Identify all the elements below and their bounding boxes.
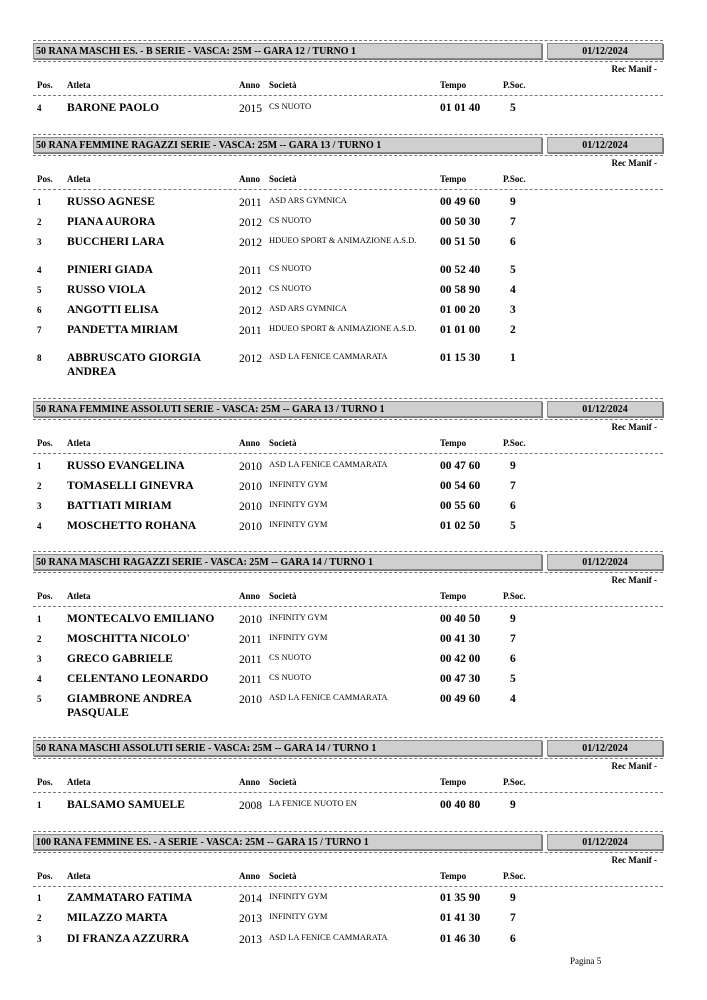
society-points: 7: [510, 216, 516, 228]
swim-time: 01 15 30: [440, 352, 481, 364]
swim-time: 00 49 60: [440, 196, 481, 208]
swim-time: 00 50 30: [440, 216, 481, 228]
divider: [33, 134, 663, 135]
record-label: Rec Manif -: [611, 422, 657, 432]
column-header-athlete: Atleta: [67, 174, 91, 184]
society-points: 5: [510, 520, 516, 532]
swim-time: 00 47 30: [440, 673, 481, 685]
athlete-name: RUSSO AGNESE: [67, 196, 155, 208]
position: 4: [37, 521, 42, 531]
swim-time: 00 41 30: [440, 633, 481, 645]
society-name: INFINITY GYM: [269, 612, 328, 622]
result-row: [33, 303, 663, 323]
column-header-points: P.Soc.: [503, 871, 526, 881]
society-points: 7: [510, 480, 516, 492]
society-name: ASD ARS GYMNICA: [269, 195, 347, 205]
record-label: Rec Manif -: [611, 761, 657, 771]
society-points: 6: [510, 653, 516, 665]
position: 2: [37, 481, 42, 491]
column-header-pos: Pos.: [37, 871, 53, 881]
divider: [33, 40, 663, 41]
event-date: 01/12/2024: [547, 740, 663, 756]
birth-year: 2011: [239, 325, 262, 337]
result-row: [33, 612, 663, 632]
column-header-society: Società: [269, 777, 297, 787]
society-points: 4: [510, 693, 516, 705]
position: 2: [37, 913, 42, 923]
event-section: [33, 831, 663, 946]
column-header-society: Società: [269, 591, 297, 601]
event-title: 50 RANA MASCHI ASSOLUTI SERIE - VASCA: 25M -- GARA 14 / TURNO 1: [33, 740, 542, 756]
society-name: ASD LA FENICE CAMMARATA: [269, 459, 388, 469]
record-label: Rec Manif -: [611, 158, 657, 168]
position: 1: [37, 197, 42, 207]
position: 3: [37, 501, 42, 511]
birth-year: 2012: [239, 237, 262, 249]
swim-time: 00 42 00: [440, 653, 481, 665]
result-row: [33, 323, 663, 343]
athlete-name: BATTIATI MIRIAM: [67, 500, 172, 512]
society-name: INFINITY GYM: [269, 519, 328, 529]
divider: [33, 189, 663, 190]
society-points: 1: [510, 352, 516, 364]
position: 5: [37, 285, 42, 295]
column-header-athlete: Atleta: [67, 438, 91, 448]
society-name: CS NUOTO: [269, 672, 312, 682]
athlete-name: PANDETTA MIRIAM: [67, 324, 179, 336]
column-header-year: Anno: [239, 174, 261, 184]
column-header-time: Tempo: [440, 438, 467, 448]
birth-year: 2011: [239, 265, 262, 277]
society-name: HDUEO SPORT & ANIMAZIONE A.S.D.: [269, 323, 417, 333]
result-row: [33, 652, 663, 672]
position: 2: [37, 634, 42, 644]
column-header-society: Società: [269, 80, 297, 90]
column-header-pos: Pos.: [37, 174, 53, 184]
birth-year: 2012: [239, 305, 262, 317]
athlete-name: ZAMMATARO FATIMA: [67, 892, 193, 904]
birth-year: 2013: [239, 913, 262, 925]
column-header-year: Anno: [239, 871, 261, 881]
column-header-time: Tempo: [440, 80, 467, 90]
column-header-pos: Pos.: [37, 438, 53, 448]
society-points: 6: [510, 236, 516, 248]
swim-time: 00 40 80: [440, 799, 481, 811]
result-row: [33, 911, 663, 931]
result-row: [33, 195, 663, 215]
event-date: 01/12/2024: [547, 43, 663, 59]
result-row: [33, 351, 663, 378]
result-row: [33, 499, 663, 519]
birth-year: 2011: [239, 634, 262, 646]
athlete-name: BUCCHERI LARA: [67, 236, 165, 248]
event-title: 50 RANA MASCHI RAGAZZI SERIE - VASCA: 25M -- GARA 14 / TURNO 1: [33, 554, 542, 570]
society-points: 3: [510, 304, 516, 316]
column-header-pos: Pos.: [37, 80, 53, 90]
column-header-athlete: Atleta: [67, 80, 91, 90]
athlete-name: MONTECALVO EMILIANO: [67, 613, 215, 625]
position: 1: [37, 893, 42, 903]
society-points: 7: [510, 633, 516, 645]
column-header-society: Società: [269, 174, 297, 184]
athlete-name: ANGOTTI ELISA: [67, 304, 159, 316]
position: 1: [37, 800, 42, 810]
column-header-athlete: Atleta: [67, 871, 91, 881]
swim-time: 01 41 30: [440, 912, 481, 924]
position: 4: [37, 265, 42, 275]
swim-time: 00 40 50: [440, 613, 481, 625]
swim-time: 00 55 60: [440, 500, 481, 512]
result-row: [33, 283, 663, 303]
divider: [33, 155, 663, 156]
column-header-points: P.Soc.: [503, 777, 526, 787]
society-name: INFINITY GYM: [269, 911, 328, 921]
society-points: 4: [510, 284, 516, 296]
society-points: 5: [510, 102, 516, 114]
birth-year: 2013: [239, 934, 262, 946]
birth-year: 2011: [239, 674, 262, 686]
column-header-society: Società: [269, 871, 297, 881]
athlete-name: RUSSO EVANGELINA: [67, 460, 185, 472]
birth-year: 2015: [239, 103, 262, 115]
event-section: [33, 134, 663, 378]
divider: [33, 606, 663, 607]
society-name: INFINITY GYM: [269, 632, 328, 642]
position: 7: [37, 325, 42, 335]
position: 1: [37, 461, 42, 471]
athlete-name: BALSAMO SAMUELE: [67, 799, 185, 811]
society-name: ASD ARS GYMNICA: [269, 303, 347, 313]
event-section: [33, 737, 663, 812]
record-label: Rec Manif -: [611, 64, 657, 74]
society-name: LA FENICE NUOTO EN: [269, 798, 357, 808]
event-title: 50 RANA MASCHI ES. - B SERIE - VASCA: 25M -- GARA 12 / TURNO 1: [33, 43, 542, 59]
society-name: ASD LA FENICE CAMMARATA: [269, 692, 388, 702]
event-date: 01/12/2024: [547, 137, 663, 153]
society-points: 9: [510, 460, 516, 472]
column-header-points: P.Soc.: [503, 438, 526, 448]
divider: [33, 419, 663, 420]
event-section: [33, 551, 663, 719]
column-header-society: Società: [269, 438, 297, 448]
birth-year: 2010: [239, 461, 262, 473]
event-title: 100 RANA FEMMINE ES. - A SERIE - VASCA: 25M -- GARA 15 / TURNO 1: [33, 834, 542, 850]
swim-time: 00 54 60: [440, 480, 481, 492]
society-name: INFINITY GYM: [269, 479, 328, 489]
result-row: [33, 798, 663, 818]
society-name: CS NUOTO: [269, 283, 312, 293]
divider: [33, 572, 663, 573]
divider: [33, 886, 663, 887]
society-points: 9: [510, 892, 516, 904]
divider: [33, 453, 663, 454]
column-header-points: P.Soc.: [503, 174, 526, 184]
column-header-year: Anno: [239, 80, 261, 90]
athlete-name: PIANA AURORA: [67, 216, 156, 228]
column-header-time: Tempo: [440, 591, 467, 601]
birth-year: 2010: [239, 481, 262, 493]
event-title: 50 RANA FEMMINE ASSOLUTI SERIE - VASCA: 25M -- GARA 13 / TURNO 1: [33, 401, 542, 417]
position: 3: [37, 237, 42, 247]
event-section: [33, 398, 663, 533]
athlete-name: PINIERI GIADA: [67, 264, 153, 276]
athlete-name: BARONE PAOLO: [67, 102, 160, 114]
swim-time: 01 01 40: [440, 102, 481, 114]
position: 4: [37, 103, 42, 113]
birth-year: 2012: [239, 353, 262, 365]
event-date: 01/12/2024: [547, 401, 663, 417]
divider: [33, 61, 663, 62]
result-row: [33, 891, 663, 911]
position: 5: [37, 694, 42, 704]
divider: [33, 852, 663, 853]
column-header-year: Anno: [239, 438, 261, 448]
column-header-points: P.Soc.: [503, 80, 526, 90]
divider: [33, 737, 663, 738]
column-header-time: Tempo: [440, 871, 467, 881]
result-row: [33, 672, 663, 692]
society-name: CS NUOTO: [269, 652, 312, 662]
swim-time: 00 58 90: [440, 284, 481, 296]
society-points: 6: [510, 500, 516, 512]
column-header-athlete: Atleta: [67, 591, 91, 601]
swim-time: 01 00 20: [440, 304, 481, 316]
athlete-name: RUSSO VIOLA: [67, 284, 146, 296]
position: 6: [37, 305, 42, 315]
divider: [33, 551, 663, 552]
athlete-name: MILAZZO MARTA: [67, 912, 168, 924]
society-points: 9: [510, 196, 516, 208]
society-name: CS NUOTO: [269, 101, 312, 111]
athlete-name: GIAMBRONE ANDREA PASQUALE: [67, 693, 192, 719]
swim-time: 00 49 60: [440, 693, 481, 705]
page-number: Pagina 5: [570, 956, 602, 966]
society-name: ASD LA FENICE CAMMARATA: [269, 932, 388, 942]
event-date: 01/12/2024: [547, 554, 663, 570]
result-row: [33, 101, 663, 121]
athlete-name: MOSCHITTA NICOLO': [67, 633, 190, 645]
society-name: INFINITY GYM: [269, 891, 328, 901]
swim-time: 00 52 40: [440, 264, 481, 276]
divider: [33, 792, 663, 793]
result-row: [33, 235, 663, 255]
society-points: 5: [510, 264, 516, 276]
swim-time: 01 02 50: [440, 520, 481, 532]
column-header-time: Tempo: [440, 777, 467, 787]
result-row: [33, 263, 663, 283]
athlete-name: DI FRANZA AZZURRA: [67, 933, 190, 945]
birth-year: 2010: [239, 694, 262, 706]
result-row: [33, 632, 663, 652]
divider: [33, 758, 663, 759]
divider: [33, 95, 663, 96]
result-row: [33, 932, 663, 952]
column-header-pos: Pos.: [37, 777, 53, 787]
society-points: 6: [510, 933, 516, 945]
event-section: [33, 40, 663, 115]
birth-year: 2012: [239, 217, 262, 229]
society-points: 2: [510, 324, 516, 336]
birth-year: 2010: [239, 501, 262, 513]
column-header-year: Anno: [239, 591, 261, 601]
society-name: CS NUOTO: [269, 215, 312, 225]
position: 2: [37, 217, 42, 227]
result-row: [33, 479, 663, 499]
society-points: 9: [510, 613, 516, 625]
society-name: ASD LA FENICE CAMMARATA: [269, 351, 388, 361]
record-label: Rec Manif -: [611, 575, 657, 585]
position: 3: [37, 934, 42, 944]
society-points: 7: [510, 912, 516, 924]
athlete-name: MOSCHETTO ROHANA: [67, 520, 197, 532]
swim-time: 01 46 30: [440, 933, 481, 945]
result-row: [33, 692, 663, 719]
result-row: [33, 215, 663, 235]
column-header-pos: Pos.: [37, 591, 53, 601]
athlete-name: ABBRUSCATO GIORGIA ANDREA: [67, 352, 201, 378]
result-row: [33, 459, 663, 479]
birth-year: 2011: [239, 654, 262, 666]
athlete-name: CELENTANO LEONARDO: [67, 673, 209, 685]
athlete-name: TOMASELLI GINEVRA: [67, 480, 194, 492]
athlete-name: GRECO GABRIELE: [67, 653, 173, 665]
position: 1: [37, 614, 42, 624]
swim-time: 01 35 90: [440, 892, 481, 904]
society-points: 9: [510, 799, 516, 811]
birth-year: 2010: [239, 521, 262, 533]
swim-time: 00 47 60: [440, 460, 481, 472]
event-title: 50 RANA FEMMINE RAGAZZI SERIE - VASCA: 25M -- GARA 13 / TURNO 1: [33, 137, 542, 153]
society-name: HDUEO SPORT & ANIMAZIONE A.S.D.: [269, 235, 417, 245]
divider: [33, 831, 663, 832]
position: 3: [37, 654, 42, 664]
column-header-time: Tempo: [440, 174, 467, 184]
society-name: INFINITY GYM: [269, 499, 328, 509]
society-name: CS NUOTO: [269, 263, 312, 273]
birth-year: 2014: [239, 893, 262, 905]
divider: [33, 398, 663, 399]
column-header-athlete: Atleta: [67, 777, 91, 787]
birth-year: 2011: [239, 197, 262, 209]
position: 8: [37, 353, 42, 363]
event-date: 01/12/2024: [547, 834, 663, 850]
society-points: 5: [510, 673, 516, 685]
swim-time: 00 51 50: [440, 236, 481, 248]
birth-year: 2008: [239, 800, 262, 812]
record-label: Rec Manif -: [611, 855, 657, 865]
column-header-points: P.Soc.: [503, 591, 526, 601]
swim-time: 01 01 00: [440, 324, 481, 336]
position: 4: [37, 674, 42, 684]
column-header-year: Anno: [239, 777, 261, 787]
birth-year: 2012: [239, 285, 262, 297]
birth-year: 2010: [239, 614, 262, 626]
result-row: [33, 519, 663, 539]
